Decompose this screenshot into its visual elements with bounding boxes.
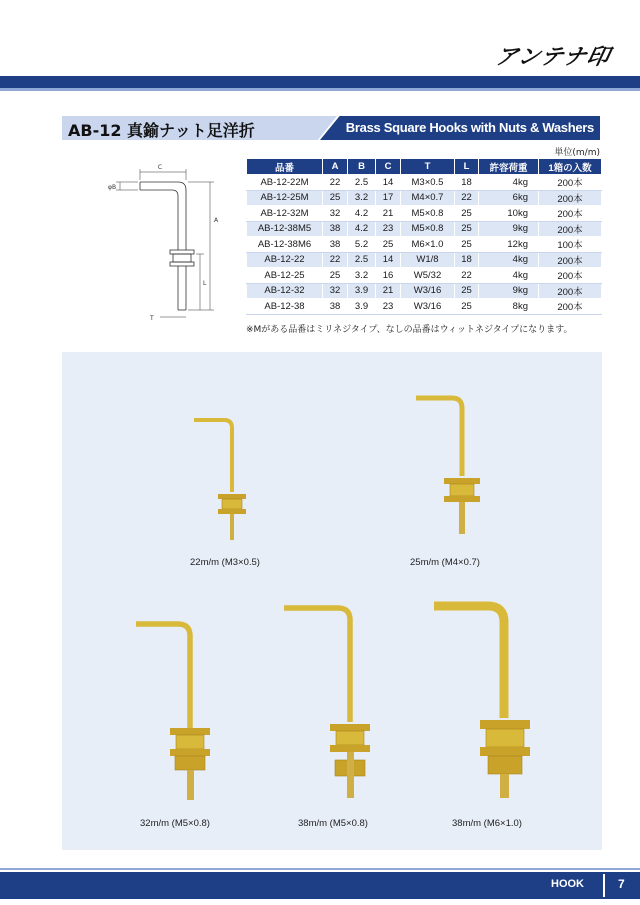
cell-box-qty: 100本 [539,237,602,253]
cell-box-qty: 200本 [539,206,602,222]
cell-t: W3/16 [401,283,455,299]
cell-b: 3.2 [348,268,376,284]
cell-box-qty: 200本 [539,283,602,299]
cell-part-number: AB-12-25M [247,190,323,206]
cell-l: 25 [455,221,479,237]
cell-box-qty: 200本 [539,299,602,315]
cell-c: 23 [376,221,401,237]
header-c: C [376,159,401,175]
diagram-label-t: T [150,315,154,322]
page-number: 7 [618,877,625,891]
cell-a: 38 [323,221,348,237]
cell-a: 38 [323,237,348,253]
hook-photo-38m5 [280,602,370,802]
unit-label: 単位(m/m) [554,148,600,158]
cell-load: 8kg [479,299,539,315]
header-part-number: 品番 [247,159,323,175]
header-load: 許容荷重 [479,159,539,175]
cell-l: 25 [455,299,479,315]
cell-part-number: AB-12-32M [247,206,323,222]
cell-b: 3.9 [348,283,376,299]
cell-a: 32 [323,206,348,222]
cell-part-number: AB-12-22 [247,252,323,268]
cell-part-number: AB-12-32 [247,283,323,299]
cell-load: 9kg [479,221,539,237]
cell-b: 2.5 [348,175,376,191]
cell-t: M6×1.0 [401,237,455,253]
cell-part-number: AB-12-38M5 [247,221,323,237]
hook-photo-25 [410,392,480,542]
header-a: A [323,159,348,175]
diagram-label-c: C [157,164,163,171]
table-row [247,190,602,206]
cell-t: W1/8 [401,252,455,268]
dimension-diagram [100,160,245,325]
cell-load: 6kg [479,190,539,206]
cell-c: 21 [376,283,401,299]
cell-c: 23 [376,299,401,315]
header-t: T [401,159,455,175]
cell-c: 14 [376,175,401,191]
hook-photo-32a [130,618,210,803]
cell-load: 9kg [479,283,539,299]
photo-caption-38m6: 38m/m (M6×1.0) [452,818,522,829]
cell-a: 38 [323,299,348,315]
diagram-label-b: φB [108,184,117,191]
section-header [62,116,600,140]
cell-load: 4kg [479,268,539,284]
photo-caption-32: 32m/m (M5×0.8) [140,818,210,829]
spec-table-header-row [247,159,602,175]
photo-caption-25: 25m/m (M4×0.7) [410,557,480,568]
footer-divider [603,874,605,897]
footnote: ※Mがある品番はミリネジタイプ、なしの品番はウィットネジタイプになります。 [246,325,573,335]
diagram-label-a: A [214,217,219,224]
cell-t: M5×0.8 [401,221,455,237]
footer-category-label: HOOK [551,878,584,890]
cell-load: 4kg [479,252,539,268]
cell-load: 4kg [479,175,539,191]
cell-load: 10kg [479,206,539,222]
section-title-jp: AB-12 真鍮ナット足洋折 [68,121,255,140]
cell-c: 17 [376,190,401,206]
cell-a: 22 [323,175,348,191]
table-row [247,268,602,284]
table-row [247,252,602,268]
cell-b: 4.2 [348,221,376,237]
cell-part-number: AB-12-22M [247,175,323,191]
top-color-band [0,76,640,88]
photo-caption-22: 22m/m (M3×0.5) [190,557,260,568]
diagram-label-l: L [203,280,207,287]
cell-l: 22 [455,268,479,284]
cell-b: 3.9 [348,299,376,315]
cell-t: M5×0.8 [401,206,455,222]
cell-l: 25 [455,206,479,222]
brand-logo: アンテナ印 [492,45,613,70]
hook-photo-22 [190,414,250,544]
cell-a: 25 [323,190,348,206]
header-box-qty: 1箱の入数 [539,159,602,175]
cell-a: 22 [323,252,348,268]
cell-box-qty: 200本 [539,190,602,206]
cell-c: 16 [376,268,401,284]
cell-part-number: AB-12-38M6 [247,237,323,253]
cell-box-qty: 200本 [539,252,602,268]
table-row [247,175,602,191]
cell-b: 5.2 [348,237,376,253]
spec-table [246,158,602,315]
cell-b: 4.2 [348,206,376,222]
table-row [247,221,602,237]
cell-l: 25 [455,237,479,253]
header-b: B [348,159,376,175]
cell-c: 21 [376,206,401,222]
cell-box-qty: 200本 [539,221,602,237]
table-row [247,206,602,222]
cell-t: M3×0.5 [401,175,455,191]
cell-box-qty: 200本 [539,268,602,284]
header-l: L [455,159,479,175]
cell-l: 22 [455,190,479,206]
cell-l: 25 [455,283,479,299]
cell-a: 25 [323,268,348,284]
cell-l: 18 [455,175,479,191]
table-row [247,299,602,315]
cell-load: 12kg [479,237,539,253]
cell-b: 3.2 [348,190,376,206]
cell-c: 14 [376,252,401,268]
photo-caption-38m5: 38m/m (M5×0.8) [298,818,368,829]
table-row [247,237,602,253]
cell-t: W5/32 [401,268,455,284]
section-title-en: Brass Square Hooks with Nuts & Washers [345,120,594,135]
cell-t: W3/16 [401,299,455,315]
cell-l: 18 [455,252,479,268]
hook-photo-38m6 [428,598,538,803]
cell-b: 2.5 [348,252,376,268]
cell-part-number: AB-12-25 [247,268,323,284]
cell-part-number: AB-12-38 [247,299,323,315]
table-row [247,283,602,299]
cell-t: M4×0.7 [401,190,455,206]
cell-box-qty: 200本 [539,175,602,191]
cell-a: 32 [323,283,348,299]
bottom-color-band [0,872,640,899]
cell-c: 25 [376,237,401,253]
